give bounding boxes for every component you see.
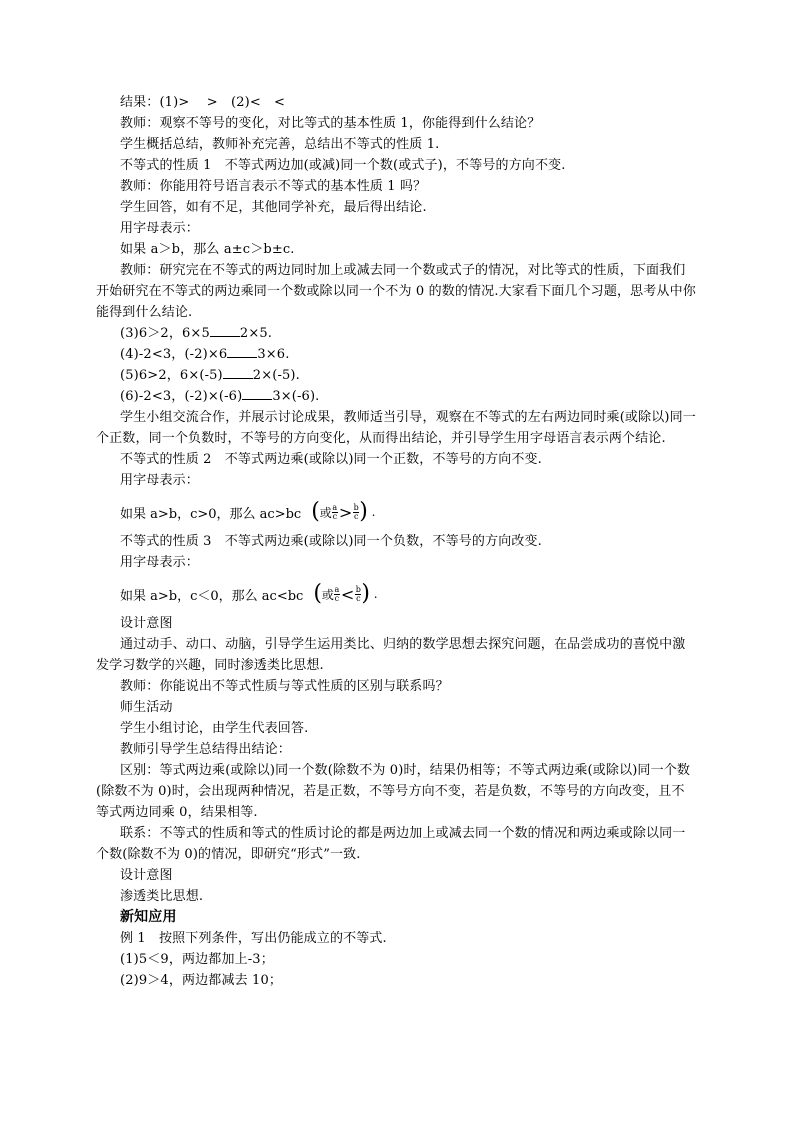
property-3-formula: 如果 a>b，c＜0，那么 ac<bc ( 或 $\frac{a}{c}$ < $\frac{b}{c}$ ) . (120, 581, 378, 606)
inequality-property-3: 不等式的性质 3 不等式两边乘(或除以)同一个负数，不等号的方向改变. (120, 534, 542, 549)
design-intent-paragraph-2: 渗透类比思想. (120, 889, 204, 904)
student-discussion: 学生小组讨论，由学生代表回答. (120, 721, 309, 736)
letter-expression-label-1: 用字母表示： (120, 221, 199, 236)
fraction-b-over-c: $\frac{b}{c}$ (355, 584, 361, 603)
answer-blank (242, 387, 272, 400)
fraction-a-over-c: $\frac{a}{c}$ (334, 584, 340, 603)
fraction-a-over-c: $\frac{a}{c}$ (332, 502, 338, 521)
teacher-question-1: 教师：观察不等号的变化，对比等式的基本性质 1，你能得到什么结论？ (120, 116, 541, 131)
student-summary-1: 学生概括总结，教师补充完善，总结出不等式的性质 1. (120, 137, 440, 152)
teacher-intro-paragraph: 教师：研究完在不等式的两边同时加上或减去同一个数或式子的情况，对比等式的性质，下面我们开始研究在不等式的两边乘同一个数或除以同一个不为 0 的数的情况.大家看下面几个习题，思考从中你能得到什么结论. (96, 263, 696, 320)
example-1-item-2: (2)9＞4，两边都减去 10； (120, 973, 283, 988)
design-intent-paragraph-1: 通过动手、动口、动脑，引导学生运用类比、归纳的数学思想去探究问题，在品尝成功的喜悦中激发学习数学的兴趣，同时渗透类比思想. (96, 637, 686, 673)
document-body (96, 92, 696, 991)
teacher-question-3: 教师：你能说出不等式性质与等式性质的区别与联系吗？ (120, 679, 449, 694)
exercise-3: (3)6＞2，6×5 2×5. (120, 326, 273, 341)
exercise-6: (6)-2<3，(-2)×(-6) 3×(-6). (120, 389, 320, 404)
design-intent-heading-1: 设计意图 (120, 616, 173, 631)
example-1-title: 例 1 按照下列条件，写出仍能成立的不等式. (120, 931, 387, 946)
exercise-5: (5)6>2，6×(-5) 2×(-5). (120, 368, 300, 383)
inequality-property-2: 不等式的性质 2 不等式两边乘(或除以)同一个正数，不等号的方向不变. (120, 452, 542, 467)
fraction-expression: ( 或 $\frac{a}{c}$ < $\frac{b}{c}$ ) . (313, 581, 378, 606)
teacher-question-2: 教师：你能用符号语言表示不等式的基本性质 1 吗？ (120, 179, 427, 194)
teacher-guidance: 教师引导学生总结得出结论： (120, 742, 291, 757)
property-2-formula: 如果 a>b，c>0，那么 ac>bc ( 或 $\frac{a}{c}$ > $\frac{b}{c}$ ) . (120, 499, 376, 524)
exercise-4: (4)-2<3，(-2)×6 3×6. (120, 347, 290, 362)
answer-blank (210, 324, 240, 337)
student-answer-1: 学生回答，如有不足，其他同学补充，最后得出结论. (120, 200, 427, 215)
letter-expression-label-2: 用字母表示： (120, 473, 199, 488)
group-discussion-paragraph: 学生小组交流合作，并展示讨论成果，教师适当引导，观察在不等式的左右两边同时乘(或除以)同一个正数，同一个负数时，不等号的方向变化，从而得出结论，并引导学生用字母语言表示两个结论. (96, 410, 696, 446)
letter-expression-label-3: 用字母表示： (120, 555, 199, 570)
inequality-property-1: 不等式的性质 1 不等式两边加(或减)同一个数(或式子)，不等号的方向不变. (120, 158, 566, 173)
difference-paragraph: 区别：等式两边乘(或除以)同一个数(除数不为 0)时，结果仍相等；不等式两边乘(或除以)同一个数(除数不为 0)时，会出现两种情况，若是正数，不等号方向不变，若是负数，不等号的方向改变，且不等式两边同乘 0，结果相等. (96, 763, 691, 820)
teacher-student-activity-heading: 师生活动 (120, 700, 173, 715)
fraction-expression: ( 或 $\frac{a}{c}$ > $\frac{b}{c}$ ) . (311, 499, 376, 524)
fraction-b-over-c: $\frac{b}{c}$ (353, 502, 359, 521)
example-1-item-1: (1)5＜9，两边都加上-3； (120, 952, 274, 967)
connection-paragraph: 联系：不等式的性质和等式的性质讨论的都是两边加上或减去同一个数的情况和两边乘或除以同一个数(除数不为 0)的情况，即研究“形式”一致. (96, 826, 686, 862)
result-line: 结果：(1)> > (2)< < (120, 95, 286, 110)
answer-blank (223, 366, 253, 379)
section-heading-new-knowledge: 新知应用 (120, 909, 177, 925)
property-1-formula: 如果 a＞b，那么 a±c＞b±c. (120, 242, 295, 257)
design-intent-heading-2: 设计意图 (120, 868, 173, 883)
answer-blank (227, 345, 257, 358)
